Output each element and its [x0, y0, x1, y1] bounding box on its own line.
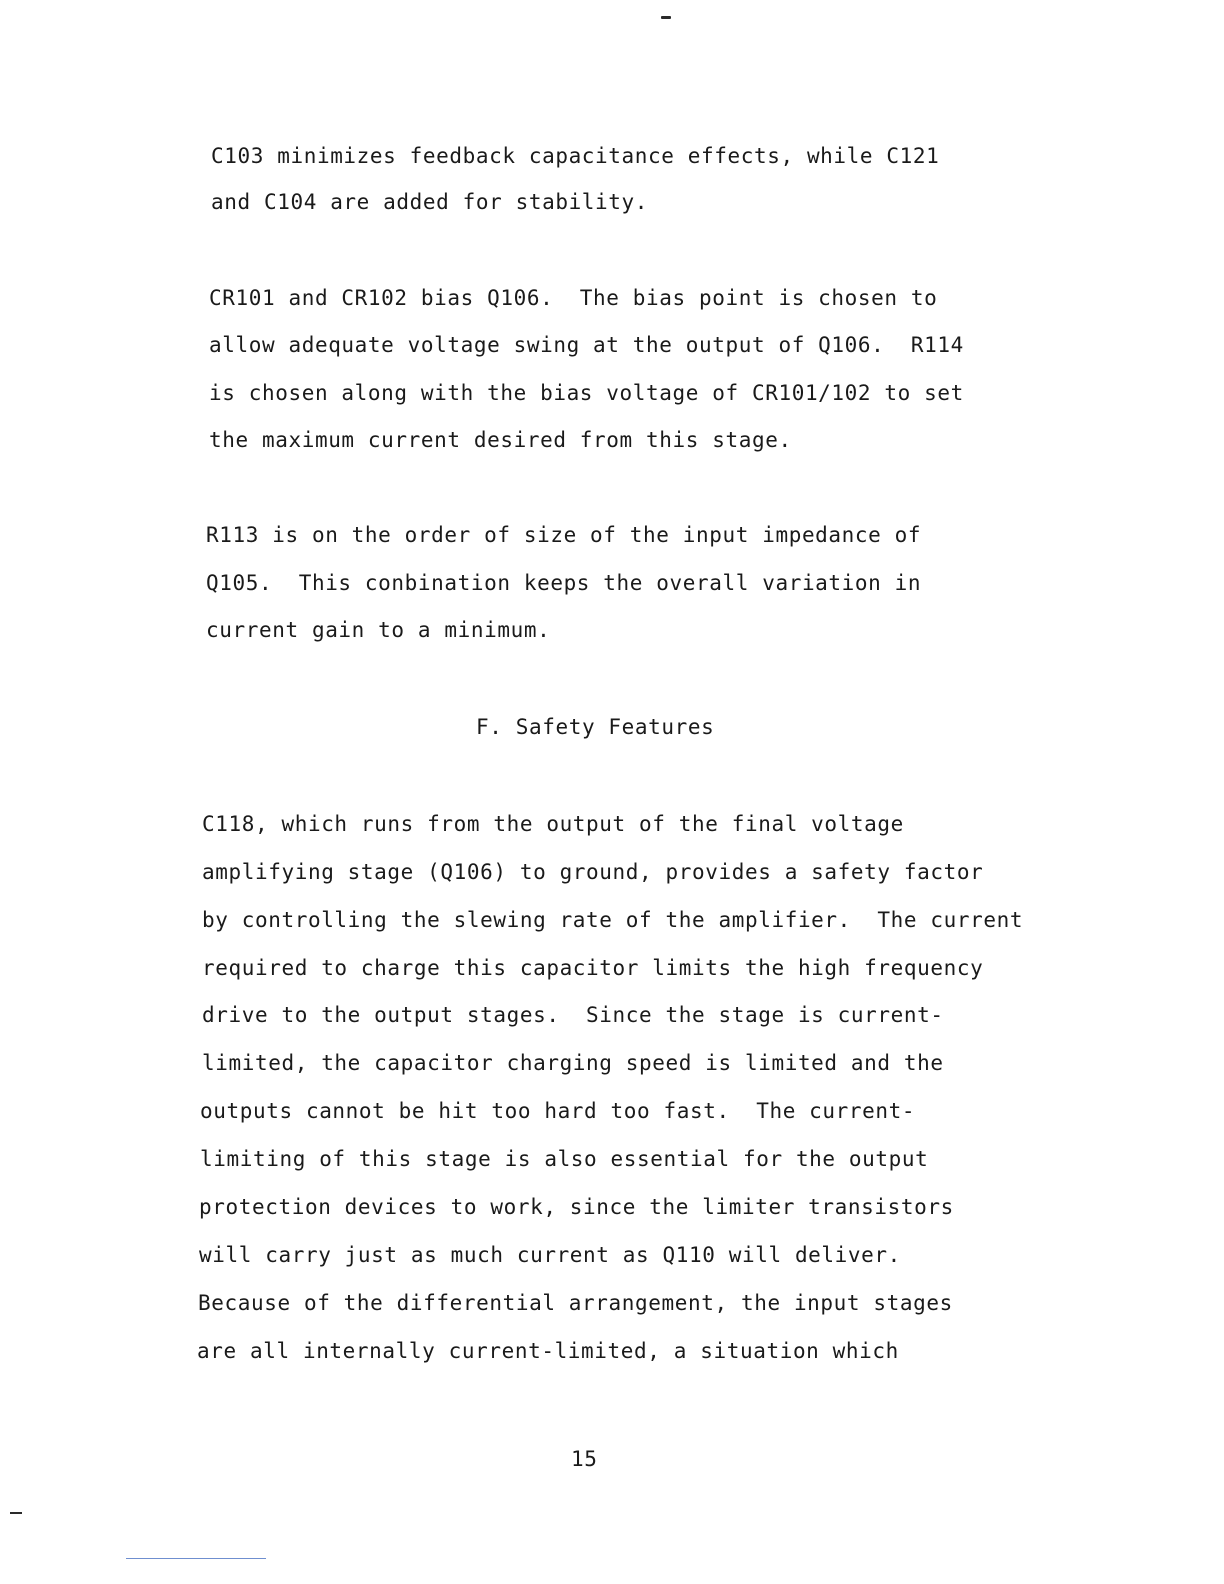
- text-line: Q105. This conbination keeps the overall variation in: [206, 571, 922, 595]
- text-line: R113 is on the order of size of the input impedance of: [206, 523, 922, 547]
- section-heading: F. Safety Features: [476, 715, 715, 739]
- text-line: C118, which runs from the output of the final voltage: [202, 812, 904, 836]
- scan-blue-rule: [126, 1558, 266, 1559]
- scan-mark-top: [661, 16, 671, 19]
- text-line: protection devices to work, since the limiter transistors: [199, 1195, 954, 1219]
- text-line: is chosen along with the bias voltage of CR101/102 to set: [209, 381, 964, 405]
- text-line: current gain to a minimum.: [206, 618, 551, 642]
- page-number: 15: [571, 1447, 598, 1471]
- text-line: the maximum current desired from this stage.: [209, 428, 792, 452]
- text-line: and C104 are added for stability.: [211, 190, 649, 214]
- scan-mark-left: [10, 1512, 22, 1514]
- text-line: Because of the differential arrangement, the input stages: [198, 1291, 953, 1315]
- text-line: drive to the output stages. Since the stage is current-: [202, 1003, 944, 1027]
- text-line: allow adequate voltage swing at the output of Q106. R114: [209, 333, 964, 357]
- text-line: CR101 and CR102 bias Q106. The bias point is chosen to: [209, 286, 938, 310]
- text-line: limited, the capacitor charging speed is limited and the: [202, 1051, 944, 1075]
- text-line: by controlling the slewing rate of the amplifier. The current: [202, 908, 1024, 932]
- text-line: C103 minimizes feedback capacitance effects, while C121: [211, 144, 940, 168]
- text-line: are all internally current-limited, a situation which: [197, 1339, 899, 1363]
- text-line: amplifying stage (Q106) to ground, provides a safety factor: [202, 860, 984, 884]
- text-line: will carry just as much current as Q110 will deliver.: [199, 1243, 901, 1267]
- text-line: limiting of this stage is also essential for the output: [200, 1147, 929, 1171]
- text-line: required to charge this capacitor limits the high frequency: [202, 956, 984, 980]
- text-line: outputs cannot be hit too hard too fast. The current-: [200, 1099, 916, 1123]
